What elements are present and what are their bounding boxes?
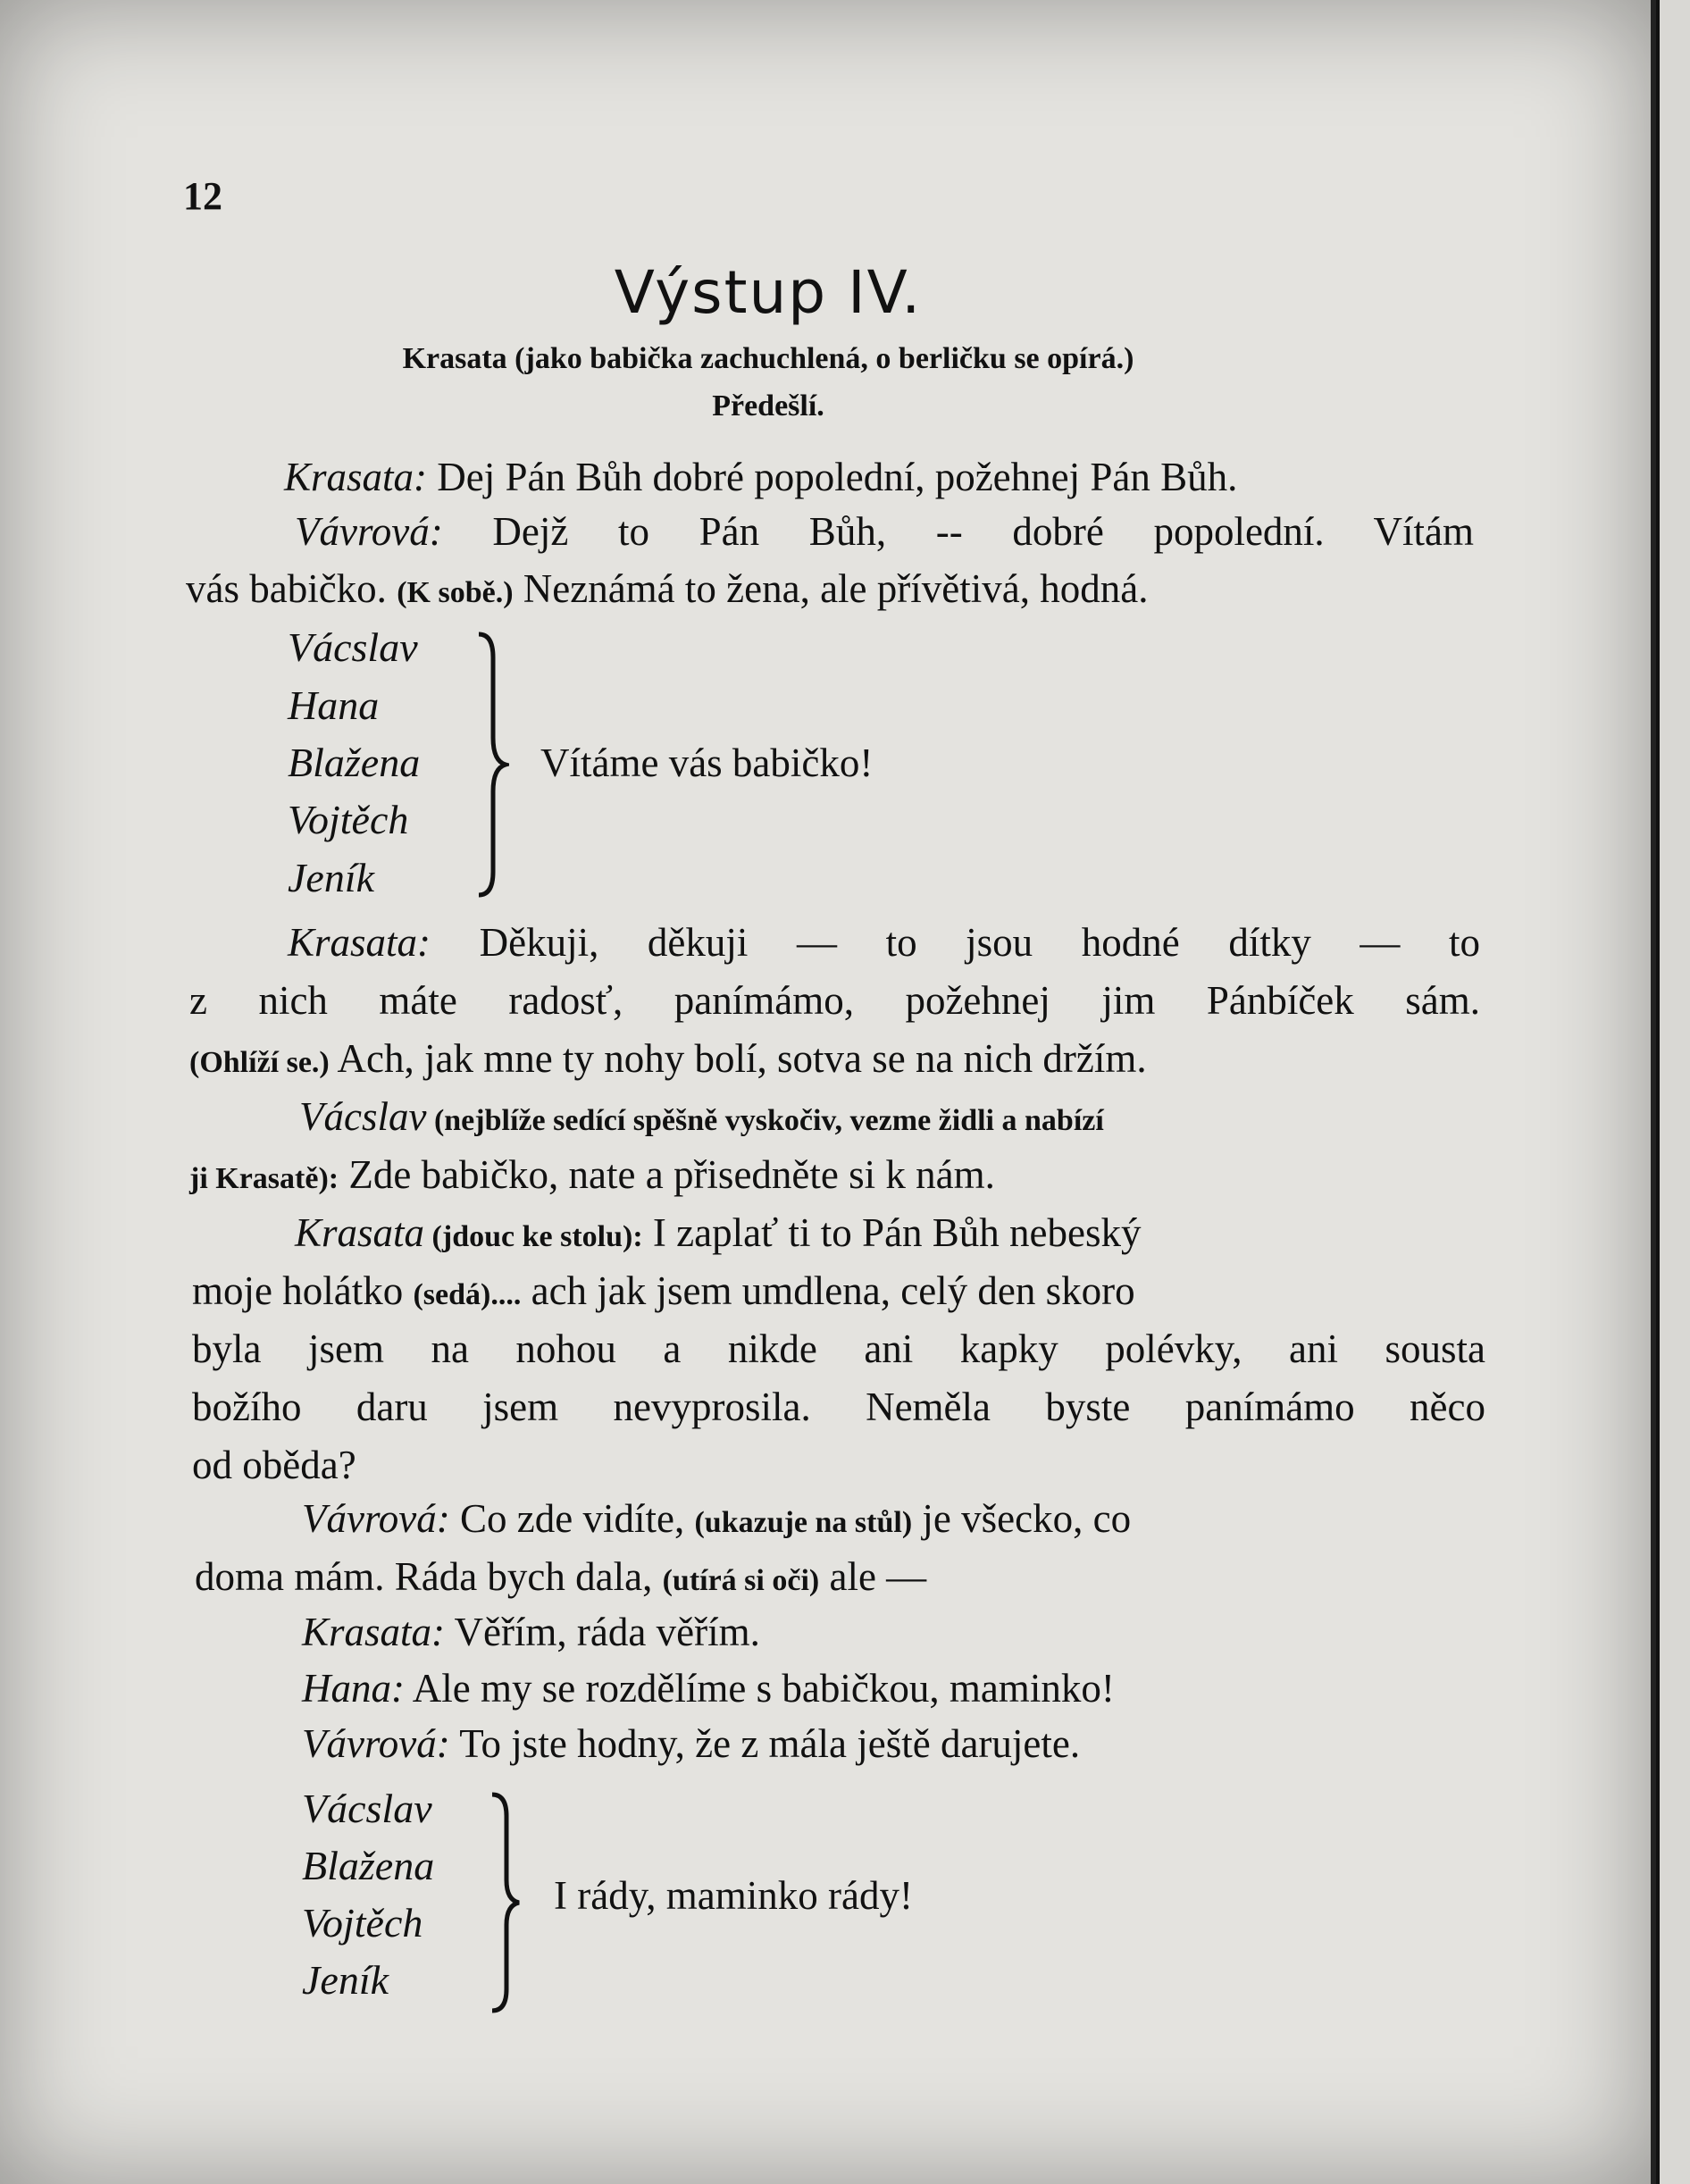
dialogue-line xyxy=(284,457,1237,498)
speaker-name: Krasata xyxy=(295,1210,425,1255)
speaker-name: Vávrová: xyxy=(302,1721,450,1766)
chorus-text: Vítáme vás babičko! xyxy=(540,741,874,785)
dialogue-text: Zde babičko, nate a přisedněte si k nám. xyxy=(339,1152,995,1197)
dialogue-text: Věřím, ráda věřím. xyxy=(445,1610,760,1654)
stage-direction: (sedá).... xyxy=(413,1278,522,1311)
stage-direction: ji Krasatě): xyxy=(189,1162,339,1195)
dialogue-line: byla jsem na nohou a nikde ani kapky polévky, ani sousta xyxy=(192,1326,1485,1371)
stage-direction: (nejblíže sedící spěšně vyskočiv, vezme židli a nabízí xyxy=(426,1104,1104,1137)
dialogue-line: od oběda? xyxy=(192,1443,356,1487)
stage-direction: (jdouc ke stolu): xyxy=(424,1220,643,1253)
curly-brace-icon xyxy=(473,631,509,899)
chorus-name: Vácslav xyxy=(302,1786,432,1831)
speaker-name: Krasata: xyxy=(284,455,428,499)
speaker-name: Krasata: xyxy=(288,920,431,965)
chorus-name: Vojtěch xyxy=(288,797,409,842)
dialogue-text: ach jak jsem umdlena, celý den skoro xyxy=(521,1268,1135,1313)
speaker-name: Vácslav xyxy=(299,1094,427,1139)
chorus-name: Vojtěch xyxy=(302,1900,423,1946)
chorus-name: Jeník xyxy=(302,1957,389,2003)
speaker-name: Krasata: xyxy=(302,1610,446,1654)
chorus-name: Blažena xyxy=(288,740,421,785)
scene-title: Výstup IV. xyxy=(614,258,923,327)
dialogue-text: vás babičko. xyxy=(186,566,397,611)
speaker-name: Hana: xyxy=(302,1666,405,1711)
dialogue-text: Co zde vidíte, xyxy=(449,1496,695,1541)
dialogue-line xyxy=(192,1268,1135,1313)
dialogue-text: Děkuji, děkuji — to jsou hodné dítky — to xyxy=(431,920,1480,965)
dialogue-text: doma mám. Ráda bych dala, xyxy=(195,1554,663,1599)
adjacent-page-edge xyxy=(1660,0,1690,2184)
stage-direction: (ukazuje na stůl) xyxy=(694,1506,913,1539)
chorus-text: I rády, maminko rády! xyxy=(554,1873,913,1918)
chorus-name: Jeník xyxy=(288,855,375,900)
dialogue-text: je všecko, co xyxy=(912,1496,1132,1541)
stage-direction: (Ohlíží se.) xyxy=(189,1046,330,1079)
stage-direction: (utírá si oči) xyxy=(662,1564,820,1597)
dialogue-line xyxy=(302,1721,1081,1766)
dialogue-text: I zaplať ti to Pán Bůh nebeský xyxy=(642,1210,1142,1255)
dialogue-text: Ach, jak mne ty nohy bolí, sotva se na nich držím. xyxy=(329,1036,1147,1081)
chorus-name: Vácslav xyxy=(288,624,418,670)
dialogue-text: moje holátko xyxy=(192,1268,414,1313)
dialogue-text: To jste hodny, že z mála ještě darujete. xyxy=(449,1721,1081,1766)
dialogue-line xyxy=(299,1094,1104,1139)
dialogue-line: božího daru jsem nevyprosila. Neměla byste panímámo něco xyxy=(192,1385,1485,1429)
speaker-name: Vávrová: xyxy=(295,509,443,554)
dialogue-line xyxy=(189,1152,995,1197)
chorus-name: Blažena xyxy=(302,1843,435,1888)
curly-brace-icon xyxy=(487,1791,523,2014)
dialogue-text: ale — xyxy=(819,1554,927,1599)
speaker-name: Vávrová: xyxy=(302,1496,450,1541)
scene-stage-direction: Krasata (jako babička zachuchlená, o berličku se opírá.) xyxy=(402,342,1134,375)
page-number: 12 xyxy=(183,174,222,218)
scene-present: Předešlí. xyxy=(712,389,824,423)
dialogue-line xyxy=(195,1554,927,1599)
dialogue-text: Dej Pán Bůh dobré popolední, požehnej Pán Bůh. xyxy=(427,455,1238,499)
dialogue-line xyxy=(295,1210,1142,1255)
chorus-name: Hana xyxy=(288,682,380,728)
dialogue-line xyxy=(295,509,1474,554)
dialogue-line xyxy=(186,566,1149,611)
dialogue-line xyxy=(302,1612,760,1653)
dialogue-line xyxy=(302,1666,1115,1711)
dialogue-text: Neznámá to žena, ale přívětivá, hodná. xyxy=(513,566,1149,611)
dialogue-line xyxy=(302,1496,1132,1541)
dialogue-line xyxy=(189,1036,1147,1081)
dialogue-text: Dejž to Pán Bůh, -- dobré popolední. Vítám xyxy=(442,509,1474,554)
stage-direction: (K sobě.) xyxy=(397,576,514,609)
dialogue-text: Ale my se rozdělíme s babičkou, maminko! xyxy=(404,1666,1115,1711)
dialogue-line: z nich máte radosť, panímámo, požehnej jim Pánbíček sám. xyxy=(189,978,1480,1023)
dialogue-line xyxy=(288,920,1480,965)
